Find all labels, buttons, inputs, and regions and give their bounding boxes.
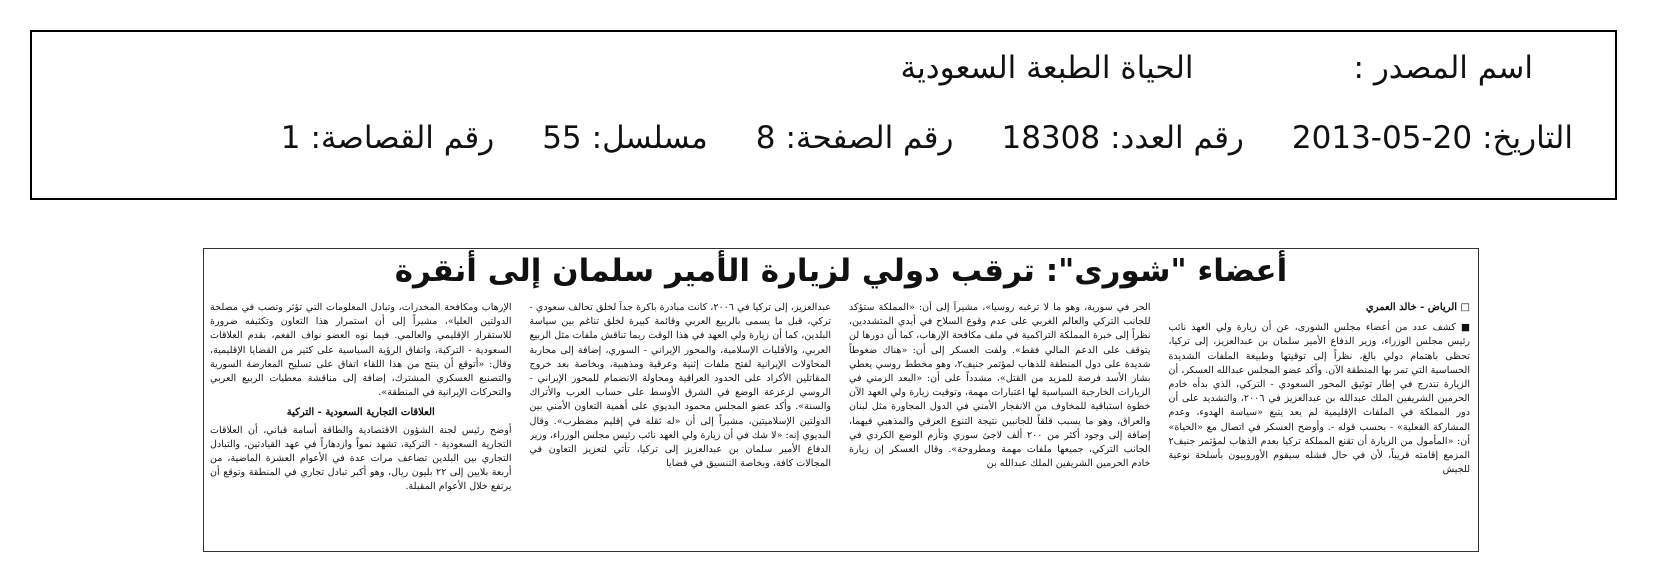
clipping-info-box	[30, 30, 1617, 200]
newspaper-clipping	[203, 248, 1479, 552]
column-1-text: ■ كشف عدد من أعضاء مجلس الشورى، عن أن زيارة ولي العهد نائب رئيس مجلس الوزراء، وزير الدفاع الأمير سلمان بن عبدالعزيز، إلى تركيا، تحظى باهتمام دولي بالغ، نظراً إلى توقيتها وطبيعة الملفات الشديدة الحساسية التي تمر بها المنطقة الآن. وأكد عضو المجلس عبدالله العسكر، أن الزيارة تندرج في إطار توثيق المحور السعودي - التركي، الذي بدأه خادم الحرمين الشريفين الملك عبدالله بن عبدالعزيز في ٢٠٠٦، والتشديد على أن دور المملكة في الملفات الإقليمية لم يعد يتبع «سياسة الهدوء، وعدم المشاركة الفعلية» - بحسب قوله -. وأوضح العسكر في اتصال مع «الحياة» أن: «المأمول من الزيارة أن تقنع المملكة تركيا بعدم الذهاب لمؤتمر جنيف٢ المزمع إقامته قريباً، لأن في حال فشله سيقوم الأوروبيون بأسلحة نوعية للجيش	[1168, 322, 1470, 476]
clip-value: 1	[280, 120, 301, 156]
issue-field	[1001, 120, 1243, 156]
clip-field	[281, 120, 494, 156]
column-3-text: عبدالعزيز، إلى تركيا في ٢٠٠٦، كانت مبادرة باكرة جداً لخلق تحالف سعودي - تركي، قبل ما يسمى بالربيع العربي وقائمة كبيرة لخلق تناغم بين سياسة البلدين، كما أن زيارة ولي العهد في هذا الوقت ربما تناقش ملفات مثل الربيع العربي، والأقليات الإسلامية، والمحور الإيراني - السوري، إضافة إلى محاربة المحاولات الإيرانية لفتح ملفات إثنية وعرقية ومذهبية، وبخاصة بعد خروج المقاتلين الأكراد على الحدود العراقية ومحاولة الانضمام للمحور الإيراني - الروسي لزعزعة الوضع في الشرق الأوسط على حساب العرب والأتراك والسنة». وأكد عضو المجلس محمود البديوي على أهمية التعاون الأمني بين الدولتين الإسلاميتين، مشيراً إلى أن «له ثقله في إقليم مضطرب». وقال البديوي إنه: «لا شك في أن زيارة ولي العهد نائب رئيس مجلس الوزراء، وزير الدفاع الأمير سلمان بن عبدالعزيز إلى تركيا، تأتي لتعزيز التعاون في المجالات كافة، وبخاصة التنسيق في قضايا	[529, 302, 831, 470]
article-column-2	[849, 301, 1151, 547]
source-value: الحياة الطبعة السعودية	[900, 50, 1194, 86]
clip-label: رقم القصاصة:	[310, 120, 495, 156]
serial-value: 55	[542, 120, 582, 156]
page-label: رقم الصفحة:	[785, 120, 954, 156]
article-subhead: العلاقات التجارية السعودية - التركية	[286, 407, 435, 419]
article-headline: أعضاء "شورى": ترقب دولي لزيارة الأمير سلمان إلى أنقرة	[394, 253, 1288, 289]
column-4-text: الإرهاب ومكافحة المخدرات، وتبادل المعلومات التي تؤثر وتصب في مصلحة الدولتين العليا»، مشيراً إلى أن استمرار هذا التعاون وتكثيفه ضرورة للاستقرار الإقليمي والعالمي. فيما نوه العضو نواف الفغم، بقدم العلاقات السعودية - التركية، واتفاق الرؤية السياسية على كثير من القضايا الإقليمية، وقال: «أتوقع أن ينتج من هذا اللقاء اتفاق على تسليح المعارضة السورية والتصنيع العسكري المشترك، إضافة إلى مناقشة معطيات الربيع العربي والتحركات الإيرانية في المنطقة».	[210, 302, 512, 399]
source-label: اسم المصدر :	[1353, 50, 1533, 86]
date-value: 2013-05-20	[1291, 120, 1473, 156]
meta-line	[281, 120, 1573, 156]
article-column-4	[210, 301, 512, 547]
issue-value: 18308	[1001, 120, 1101, 156]
page-value: 8	[755, 120, 776, 156]
date-field	[1292, 120, 1573, 156]
issue-label: رقم العدد:	[1110, 120, 1244, 156]
serial-label: مسلسل:	[591, 120, 708, 156]
article-byline: □ الرياض - خالد العمري	[1365, 302, 1470, 313]
column-4-text-b: أوضح رئيس لجنة الشؤون الاقتصادية والطاقة أسامة قباني، أن العلاقات التجارية السعودية - التركية، تشهد نمواً وازدهاراً في عهد القيادتين، والتبادل التجاري بين البلدين تضاعف مرات عدة في الأعوام العشرة الماضية، من أربعة بلايين إلى ٢٢ بليون ريال، وهو أكبر تبادل تجاري في المنطقة وتوقع أن يرتفع خلال الأعوام المقبلة.	[210, 424, 512, 493]
article-column-3	[530, 301, 832, 547]
serial-field	[542, 120, 708, 156]
source-line	[901, 50, 1533, 86]
column-2-text: الحر في سورية، وهو ما لا ترغبه روسيا»، مشيراً إلى أن: «المملكة ستؤكد للجانب التركي والعالم الغربي على عدم وقوع السلاح في أيدي المتشددين، نظراً إلى خبرة المملكة التراكمية في ملف مكافحة الإرهاب، كما أن دورها لن يتوقف على الدعم المالي فقط». ولفت العسكر إلى أن: «هناك ضغوطاً شديدة على دول المنطقة للذهاب لمؤتمر جنيف٢، وهو مخطط روسي يعطي بشار الأسد فرصة للمزيد من القتل»، مشدداً على أن: «البعد الزمني في الزيارات الخارجية السياسية لها اعتبارات مهمة، وتوقيت زيارة ولي العهد الآن خطوة استباقية للمخاوف من الانفجار الأمني في الدول المجاورة مثل لبنان والعراق، وهو ما يسبب قلقاً للجانبين نتيجة التنوع العرقي والمذهبي فيهما، إضافة إلى وجود أكثر من ٢٠٠ ألف لاجئ سوري وتأزم الوضع الكردي في الجانب التركي، جميعها ملفات مهمة ومطروحة». وقال العسكر إن زيارة خادم الحرمين الشريفين الملك عبدالله بن	[849, 302, 1151, 470]
date-label: التاريخ:	[1482, 120, 1573, 156]
article-column-1	[1169, 301, 1471, 547]
page-field	[756, 120, 954, 156]
article-columns	[210, 301, 1470, 547]
